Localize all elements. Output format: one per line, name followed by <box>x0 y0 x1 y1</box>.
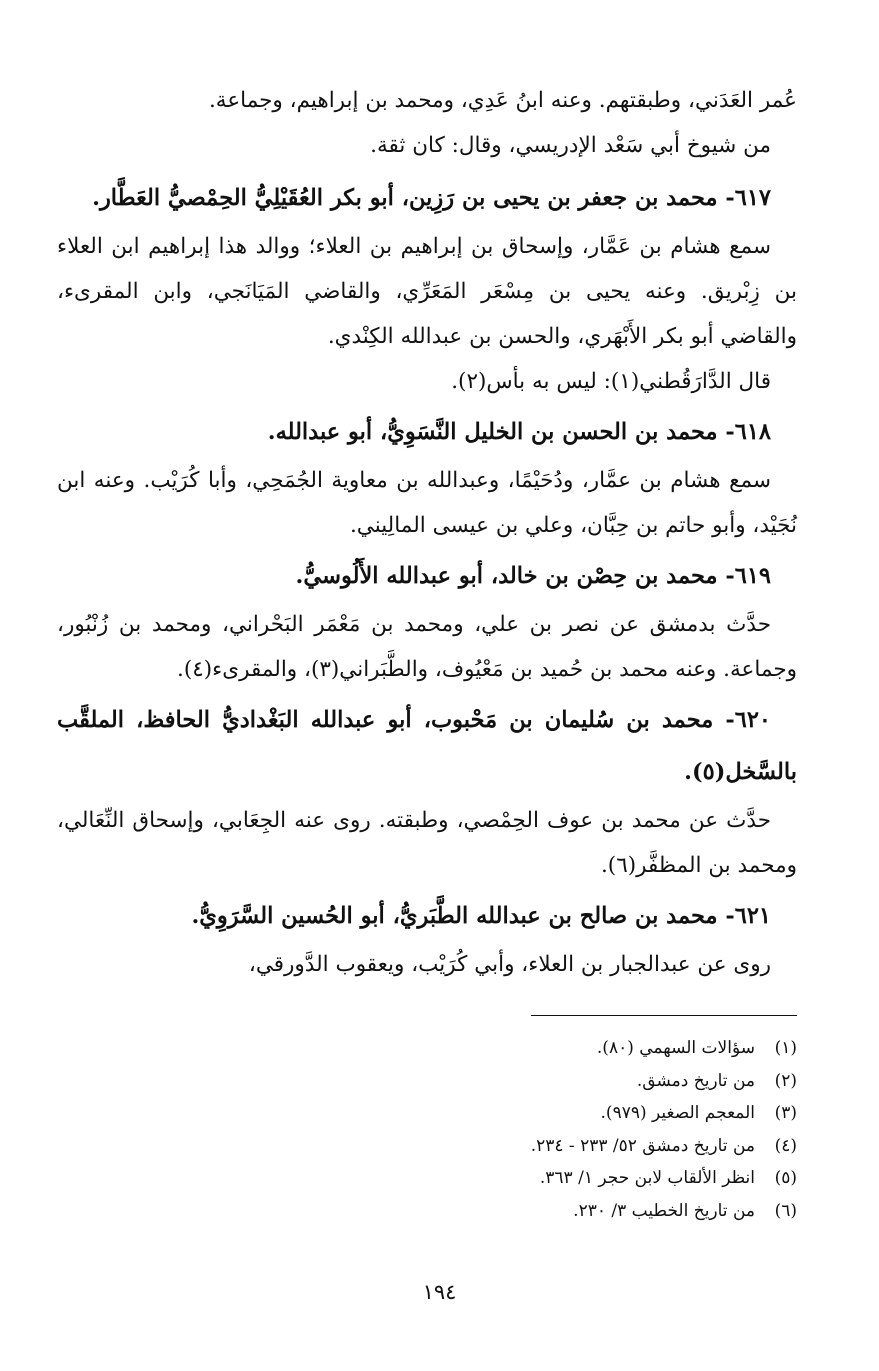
footnote <box>97 1130 797 1163</box>
footnotes-list <box>97 1032 797 1228</box>
footnote-text: من تاريخ دمشق ٥٢/ ٢٣٣ - ٢٣٤. <box>530 1135 755 1156</box>
footnote-text: انظر الألقاب لابن حجر ١/ ٣٦٣. <box>539 1168 755 1189</box>
footnote <box>97 1195 797 1228</box>
footnote-text: سؤالات السهمي (٨٠). <box>596 1038 755 1058</box>
paragraph: حدَّث عن محمد بن عوف الحِمْصي، وطبقته. روى عنه الجِعَابي، وإسحاق النِّعَالي، ومحمد بن المظفَّر(٦). <box>57 808 797 878</box>
entry-heading-619: ٦١٩- محمد بن حِصْن بن خالد، أبو عبدالله الأَلُوسيُّ. <box>295 563 771 589</box>
page-number: ١٩٤ <box>422 1280 457 1304</box>
footnote <box>97 1097 797 1130</box>
paragraph: روى عن عبدالجبار بن العلاء، وأبي كُرَيْب، ويعقوب الدَّورقي، <box>248 952 771 977</box>
footnote-number: (٥) <box>774 1168 797 1189</box>
paragraph: سمع هشام بن عَمَّار، وإسحاق بن إبراهيم بن العلاء؛ ووالد هذا إبراهيم ابن العلاء بن زِبْريق. وعنه يحيى بن مِسْعَر المَعَرِّي، والقاضي المَيَانَجي، وابن المقرىء، والقاضي أبو بكر الأَبْهَري، والحسن بن عبدالله الكِنْدي. <box>57 234 797 349</box>
paragraph: قال الدَّارَقُطني(١): ليس به بأس(٢). <box>451 369 771 394</box>
entry-heading-617: ٦١٧- محمد بن جعفر بن يحيى بن رَزِين، أبو بكر العُقَيْلِيُّ الحِمْصيُّ العَطَّار. <box>92 185 771 211</box>
entry-heading-621: ٦٢١- محمد بن صالح بن عبدالله الطَّبَريُّ، أبو الحُسين السَّرَوِيُّ. <box>191 903 771 929</box>
paragraph: من شيوخ أبي سَعْد الإدريسي، وقال: كان ثقة. <box>370 133 771 158</box>
footnote-number: (٢) <box>774 1070 797 1091</box>
footnote <box>97 1032 797 1065</box>
paragraph: عُمر العَدَني، وطبقتهم. وعنه ابنُ عَدِي، ومحمد بن إبراهيم، وجماعة. <box>208 88 797 113</box>
entry-heading-620: ٦٢٠- محمد بن سُليمان بن مَحْبوب، أبو عبدالله البَغْداديُّ الحافظ، الملقَّب بالسَّخل(٥). <box>57 707 797 785</box>
footnote-text: من تاريخ الخطيب ٣/ ٢٣٠. <box>573 1200 755 1221</box>
footnote-number: (٤) <box>774 1135 797 1156</box>
footnote-divider <box>531 1015 797 1016</box>
paragraph: سمع هشام بن عمَّار، ودُحَيْمًا، وعبدالله بن معاوية الجُمَحِي، وأبا كُرَيْب. وعنه ابن نُجَيْد، وأبو حاتم بن حِبَّان، وعلي بن عيسى المالِيني. <box>57 468 797 538</box>
footnote <box>97 1162 797 1195</box>
footnote-number: (٣) <box>774 1103 797 1124</box>
entry-heading-618: ٦١٨- محمد بن الحسن بن الخليل النَّسَوِيُّ، أبو عبدالله. <box>267 419 771 445</box>
main-text <box>57 78 797 987</box>
footnote <box>97 1065 797 1098</box>
footnote-number: (١) <box>774 1038 797 1058</box>
footnote-number: (٦) <box>774 1200 797 1221</box>
paragraph: حدَّث بدمشق عن نصر بن علي، ومحمد بن مَعْمَر البَحْراني، ومحمد بن زُنْبُور، وجماعة. وعنه محمد بن حُميد بن مَعْيُوف، والطَّبَراني(٣)، والمقرىء(٤). <box>57 612 797 682</box>
footnote-text: من تاريخ دمشق. <box>636 1070 755 1091</box>
footnote-text: المعجم الصغير (٩٧٩). <box>600 1103 755 1124</box>
